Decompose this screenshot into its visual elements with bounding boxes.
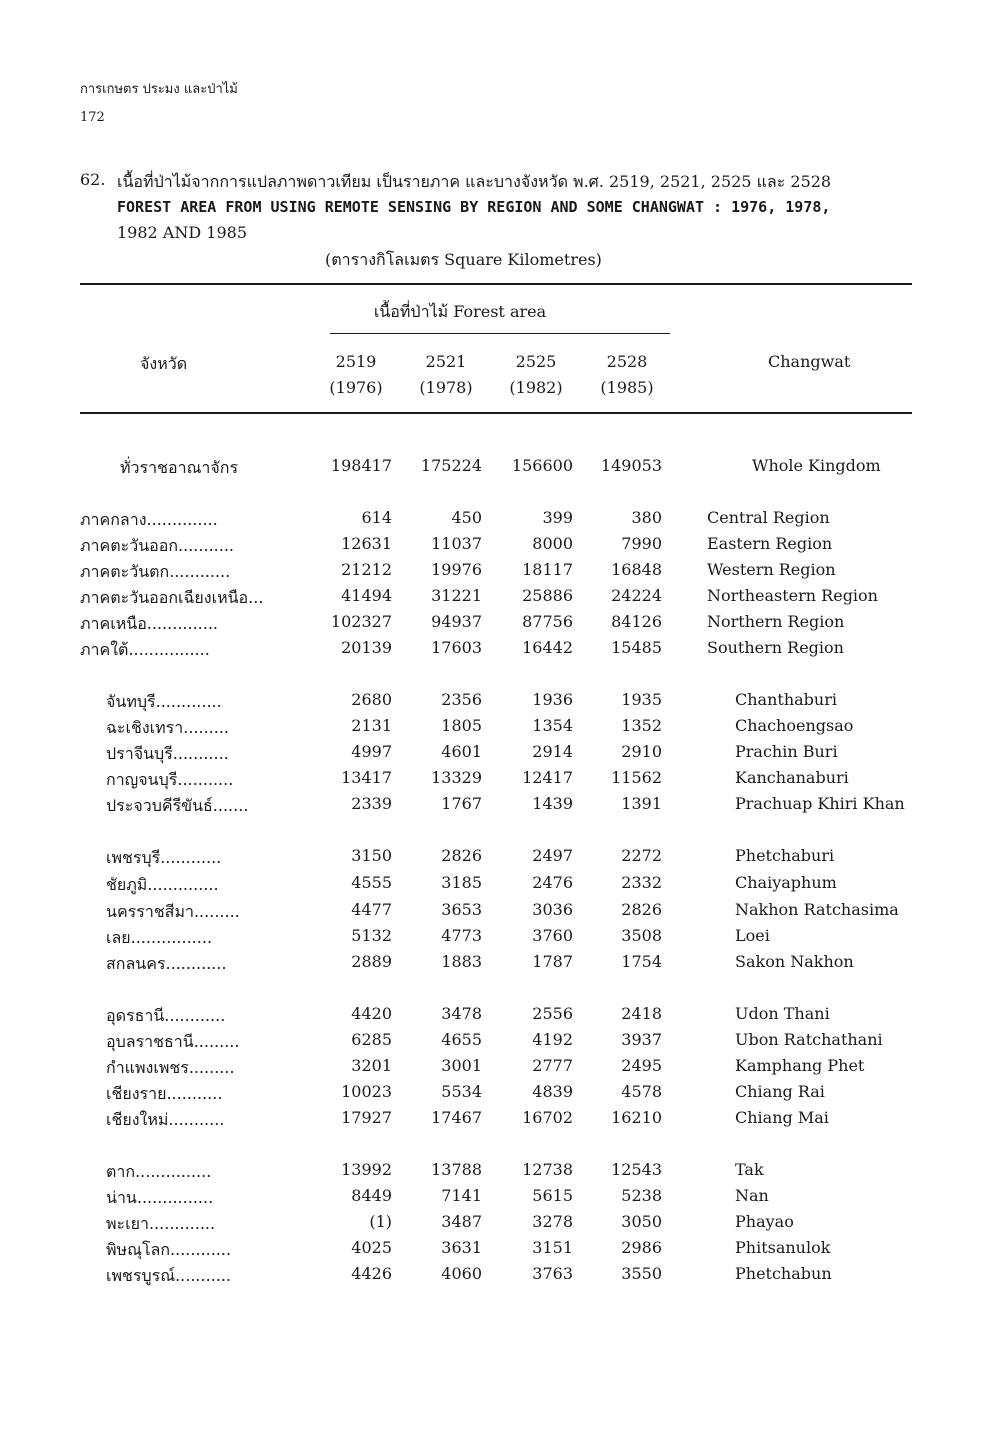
cell-value: 5132 [351, 926, 392, 945]
cell-value: 4578 [621, 1082, 662, 1101]
cell-value: 450 [451, 508, 482, 527]
row-label-thai: ตาก............... [106, 1162, 212, 1181]
cell-value: 87756 [522, 612, 573, 631]
cell-value: 1935 [621, 690, 662, 709]
cell-value: 8000 [532, 534, 573, 553]
cell-value: 3653 [441, 900, 482, 919]
row-label-thai: ทั่วราชอาณาจักร [120, 458, 239, 477]
cell-value: 2910 [621, 742, 662, 761]
cell-value: 4477 [351, 900, 392, 919]
cell-value: 2495 [621, 1056, 662, 1075]
cell-value: 4426 [351, 1264, 392, 1283]
cell-value: 18117 [522, 560, 573, 579]
row-label-english: Sakon Nakhon [735, 952, 854, 971]
cell-value: 16702 [522, 1108, 573, 1127]
cell-value: 2986 [621, 1238, 662, 1257]
row-label-english: Eastern Region [707, 534, 833, 553]
row-label-english: Phitsanulok [735, 1238, 831, 1257]
row-label-thai: เชียงใหม่........... [106, 1110, 225, 1129]
group-underline [330, 333, 670, 334]
cell-value: 3150 [351, 846, 392, 865]
cell-value: 3050 [621, 1212, 662, 1231]
year-header-0 [316, 349, 396, 401]
row-label-english: Kamphang Phet [735, 1056, 865, 1075]
cell-value: 3763 [532, 1264, 573, 1283]
cell-value: 3760 [532, 926, 573, 945]
row-label-thai: พะเยา............. [106, 1214, 216, 1233]
cell-value: 2777 [532, 1056, 573, 1075]
forest-area-header: เนื้อที่ป่าไม้ Forest area [373, 302, 547, 321]
cell-value: 41494 [341, 586, 392, 605]
cell-value: 4555 [351, 873, 392, 892]
cell-value: 21212 [341, 560, 392, 579]
cell-value: 198417 [330, 456, 392, 475]
cell-value: 12543 [611, 1160, 662, 1179]
row-label-thai: สกลนคร............ [106, 954, 227, 973]
cell-value: 17927 [341, 1108, 392, 1127]
row-label-english: Kanchanaburi [735, 768, 849, 787]
cell-value: 380 [631, 508, 662, 527]
changwat-thai-header: จังหวัด [140, 354, 188, 373]
cell-value: 4997 [351, 742, 392, 761]
table-title-english-cont: 1982 AND 1985 [117, 223, 247, 242]
row-label-english: Phayao [735, 1212, 794, 1231]
cell-value: 94937 [431, 612, 482, 631]
table-number: 62. [80, 170, 106, 189]
row-label-thai: ภาคเหนือ.............. [80, 614, 218, 633]
row-label-english: Prachuap Khiri Khan [735, 794, 905, 813]
cell-value: 1439 [532, 794, 573, 813]
cell-value: 2339 [351, 794, 392, 813]
row-label-thai: เชียงราย........... [106, 1084, 223, 1103]
cell-value: 156600 [511, 456, 573, 475]
cell-value: 3631 [441, 1238, 482, 1257]
cell-value: 1391 [621, 794, 662, 813]
cell-value: 2356 [441, 690, 482, 709]
cell-value: 5615 [532, 1186, 573, 1205]
cell-value: 13788 [431, 1160, 482, 1179]
row-label-english: Phetchaburi [735, 846, 835, 865]
row-label-thai: ปราจีนบุรี........... [106, 744, 229, 763]
cell-value: 3036 [532, 900, 573, 919]
row-label-english: Southern Region [707, 638, 844, 657]
cell-value: 20139 [341, 638, 392, 657]
cell-value: 1805 [441, 716, 482, 735]
cell-value: 13329 [431, 768, 482, 787]
row-label-thai: เพชรบุรี............ [106, 848, 222, 867]
row-label-english: Udon Thani [735, 1004, 830, 1023]
cell-value: 16210 [611, 1108, 662, 1127]
cell-value: 1787 [532, 952, 573, 971]
cell-value: 2497 [532, 846, 573, 865]
row-label-thai: ภาคกลาง.............. [80, 510, 218, 529]
row-label-english: Chaiyaphum [735, 873, 837, 892]
cell-value: 5238 [621, 1186, 662, 1205]
cell-value: 11562 [611, 768, 662, 787]
row-label-thai: ฉะเชิงเทรา......... [106, 718, 229, 737]
year-header-3 [587, 349, 667, 401]
cell-value: 2826 [441, 846, 482, 865]
cell-value: 8449 [351, 1186, 392, 1205]
cell-value: 3201 [351, 1056, 392, 1075]
row-label-english: Phetchabun [735, 1264, 832, 1283]
page-number: 172 [80, 110, 105, 125]
top-rule [80, 283, 912, 285]
row-label-thai: น่าน............... [106, 1188, 214, 1207]
row-label-thai: ชัยภูมิ.............. [106, 875, 219, 894]
row-label-thai: ประจวบคีรีขันธ์....... [106, 796, 249, 815]
row-label-english: Whole Kingdom [752, 456, 881, 475]
cell-value: 6285 [351, 1030, 392, 1049]
row-label-english: Chiang Mai [735, 1108, 829, 1127]
cell-value: 1936 [532, 690, 573, 709]
cell-value: 16442 [522, 638, 573, 657]
cell-value: 24224 [611, 586, 662, 605]
cell-value: 149053 [600, 456, 662, 475]
row-label-english: Chiang Rai [735, 1082, 825, 1101]
cell-value: (1) [369, 1212, 392, 1231]
cell-value: 1354 [532, 716, 573, 735]
changwat-header: Changwat [768, 352, 851, 371]
row-label-thai: อุบลราชธานี......... [106, 1032, 240, 1051]
cell-value: 3487 [441, 1212, 482, 1231]
row-label-thai: พิษณุโลก............ [106, 1240, 232, 1259]
row-label-thai: ภาคตะวันออกเฉียงเหนือ... [80, 588, 264, 607]
year-be: 2521 [425, 352, 467, 371]
cell-value: 4192 [532, 1030, 573, 1049]
cell-value: 4773 [441, 926, 482, 945]
row-label-english: Nakhon Ratchasima [735, 900, 899, 919]
cell-value: 2476 [532, 873, 573, 892]
row-label-english: Ubon Ratchathani [735, 1030, 883, 1049]
row-label-thai: อุดรธานี............ [106, 1006, 226, 1025]
row-label-thai: กาญจนบุรี........... [106, 770, 234, 789]
cell-value: 13417 [341, 768, 392, 787]
cell-value: 175224 [420, 456, 482, 475]
row-label-english: Prachin Buri [735, 742, 838, 761]
cell-value: 1352 [621, 716, 662, 735]
cell-value: 3185 [441, 873, 482, 892]
cell-value: 4601 [441, 742, 482, 761]
row-label-english: Western Region [707, 560, 836, 579]
cell-value: 17603 [431, 638, 482, 657]
year-be: 2519 [335, 352, 377, 371]
year-header-2 [496, 349, 576, 401]
cell-value: 2826 [621, 900, 662, 919]
row-label-english: Northeastern Region [707, 586, 878, 605]
row-label-thai: เพชรบูรณ์........... [106, 1266, 232, 1285]
row-label-english: Northern Region [707, 612, 845, 631]
cell-value: 11037 [431, 534, 482, 553]
cell-value: 3508 [621, 926, 662, 945]
year-ce: (1982) [509, 378, 563, 397]
row-label-english: Central Region [707, 508, 830, 527]
year-be: 2528 [606, 352, 648, 371]
header-bottom-rule [80, 412, 912, 414]
year-header-1 [406, 349, 486, 401]
cell-value: 12631 [341, 534, 392, 553]
cell-value: 3937 [621, 1030, 662, 1049]
cell-value: 7141 [441, 1186, 482, 1205]
cell-value: 5534 [441, 1082, 482, 1101]
cell-value: 4060 [441, 1264, 482, 1283]
cell-value: 16848 [611, 560, 662, 579]
running-header: การเกษตร ประมง และป่าไม้ [80, 82, 238, 97]
cell-value: 2556 [532, 1004, 573, 1023]
cell-value: 10023 [341, 1082, 392, 1101]
row-label-thai: ภาคตะวันตก............ [80, 562, 231, 581]
cell-value: 2680 [351, 690, 392, 709]
row-label-english: Tak [735, 1160, 764, 1179]
cell-value: 1767 [441, 794, 482, 813]
row-label-thai: นครราชสีมา......... [106, 902, 240, 921]
cell-value: 84126 [611, 612, 662, 631]
table-title-thai: เนื้อที่ป่าไม้จากการแปลภาพดาวเทียม เป็นรายภาค และบางจังหวัด พ.ศ. 2519, 2521, 2525 และ 2528 [117, 172, 832, 191]
cell-value: 12738 [522, 1160, 573, 1179]
cell-value: 2332 [621, 873, 662, 892]
cell-value: 13992 [341, 1160, 392, 1179]
row-label-english: Chanthaburi [735, 690, 837, 709]
cell-value: 12417 [522, 768, 573, 787]
cell-value: 2131 [351, 716, 392, 735]
cell-value: 7990 [621, 534, 662, 553]
cell-value: 1754 [621, 952, 662, 971]
row-label-thai: ภาคตะวันออก........... [80, 536, 234, 555]
cell-value: 4839 [532, 1082, 573, 1101]
year-be: 2525 [515, 352, 557, 371]
row-label-thai: กำแพงเพชร......... [106, 1058, 235, 1077]
cell-value: 3278 [532, 1212, 573, 1231]
cell-value: 19976 [431, 560, 482, 579]
cell-value: 2418 [621, 1004, 662, 1023]
cell-value: 3478 [441, 1004, 482, 1023]
table-title-english: FOREST AREA FROM USING REMOTE SENSING BY REGION AND SOME CHANGWAT : 1976, 1978, [117, 198, 831, 216]
cell-value: 2889 [351, 952, 392, 971]
cell-value: 2914 [532, 742, 573, 761]
cell-value: 3151 [532, 1238, 573, 1257]
cell-value: 399 [542, 508, 573, 527]
row-label-english: Loei [735, 926, 770, 945]
cell-value: 4025 [351, 1238, 392, 1257]
year-ce: (1985) [600, 378, 654, 397]
cell-value: 4655 [441, 1030, 482, 1049]
cell-value: 31221 [431, 586, 482, 605]
cell-value: 102327 [330, 612, 392, 631]
row-label-english: Nan [735, 1186, 769, 1205]
row-label-thai: เลย................ [106, 928, 213, 947]
cell-value: 15485 [611, 638, 662, 657]
cell-value: 614 [361, 508, 392, 527]
year-ce: (1978) [419, 378, 473, 397]
cell-value: 3001 [441, 1056, 482, 1075]
year-ce: (1976) [329, 378, 383, 397]
row-label-thai: ภาคใต้................ [80, 640, 210, 659]
cell-value: 1883 [441, 952, 482, 971]
cell-value: 17467 [431, 1108, 482, 1127]
cell-value: 4420 [351, 1004, 392, 1023]
row-label-thai: จันทบุรี............. [106, 692, 222, 711]
cell-value: 3550 [621, 1264, 662, 1283]
unit-note: (ตารางกิโลเมตร Square Kilometres) [325, 250, 602, 269]
row-label-english: Chachoengsao [735, 716, 854, 735]
cell-value: 25886 [522, 586, 573, 605]
cell-value: 2272 [621, 846, 662, 865]
